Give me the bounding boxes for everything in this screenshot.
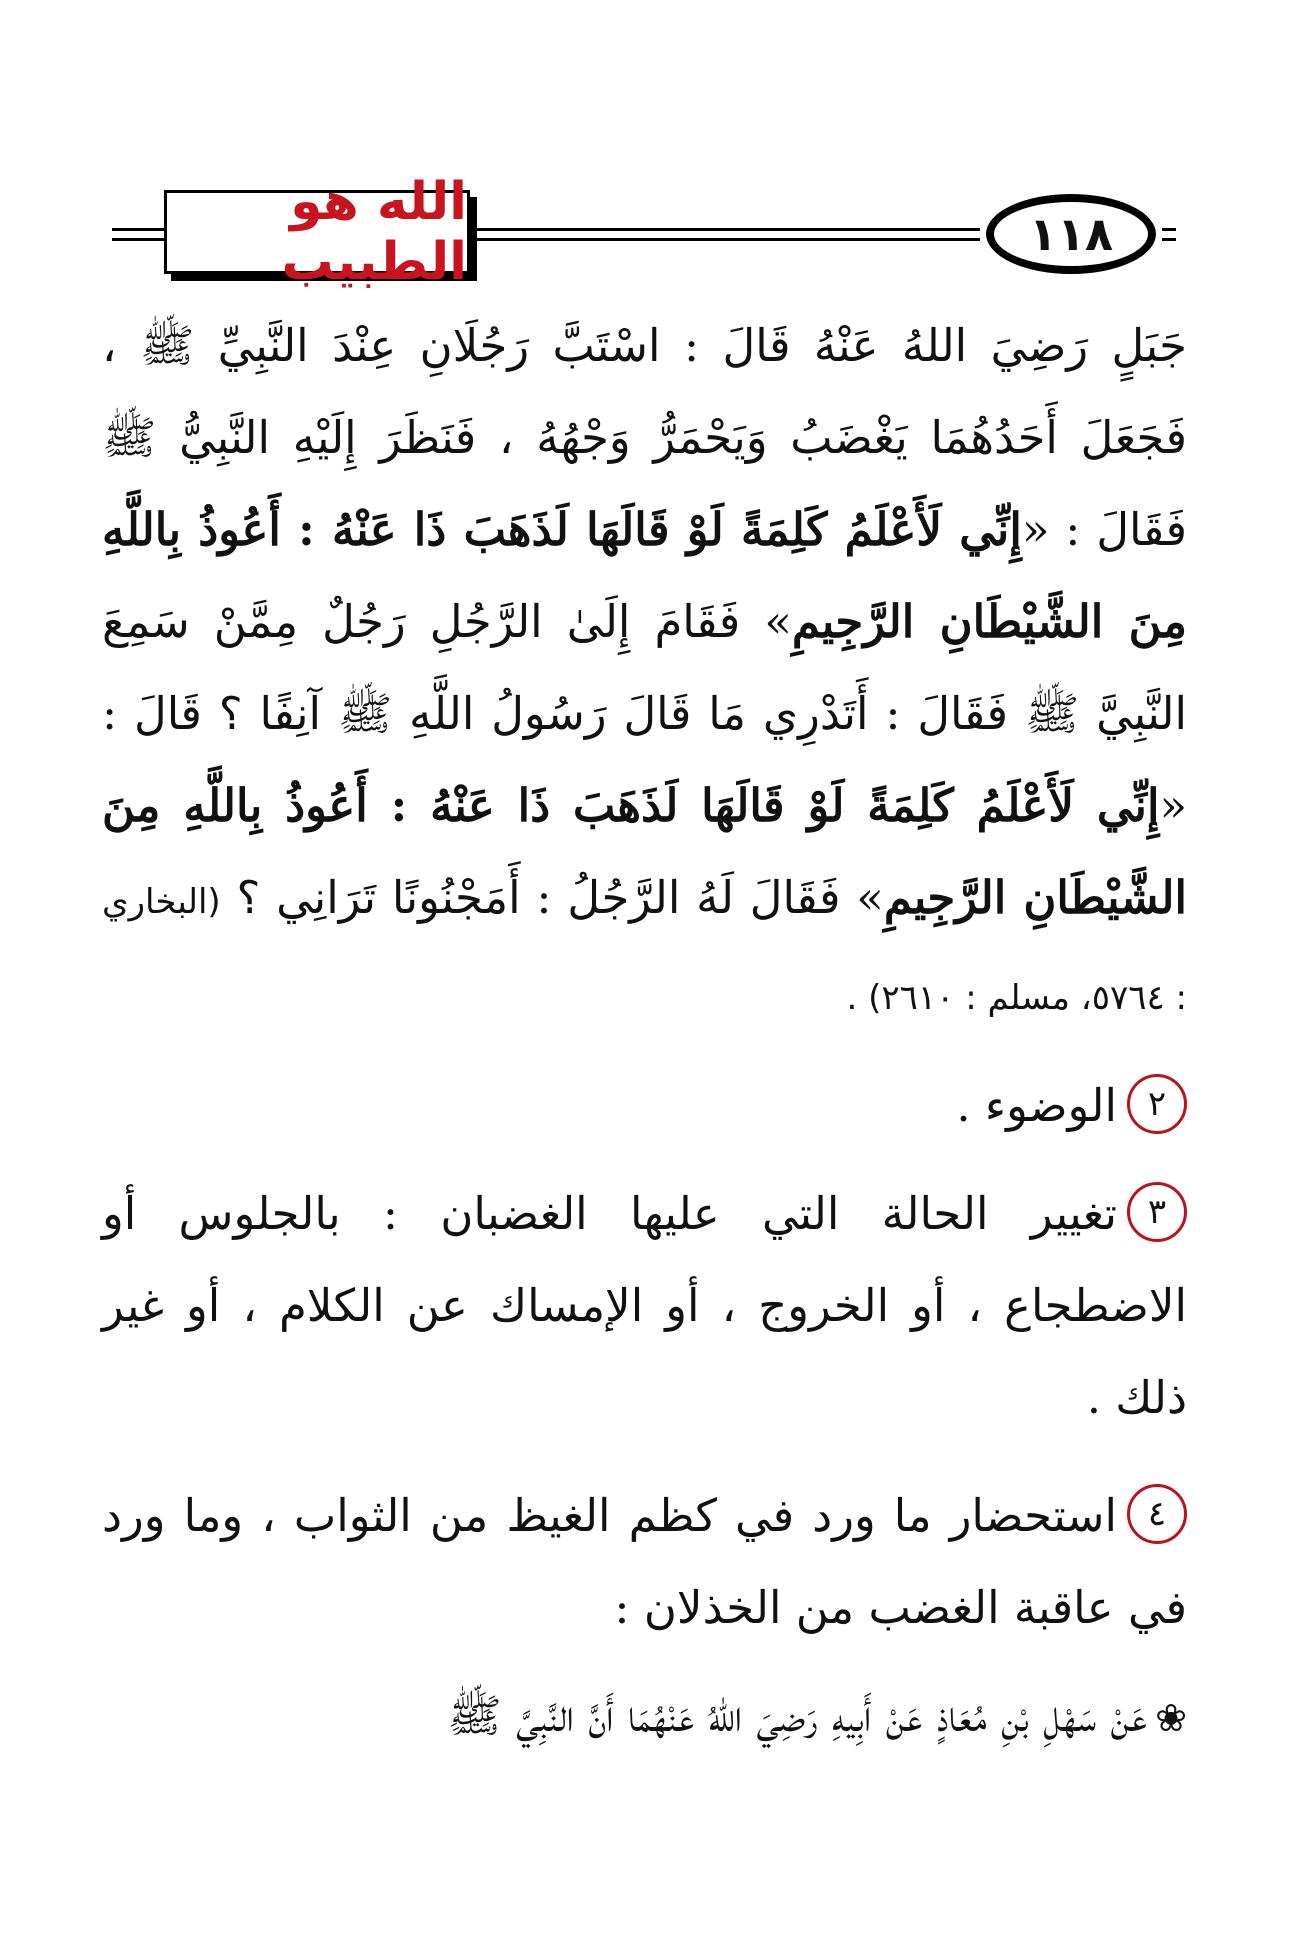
header-rule (1162, 228, 1176, 241)
item-number-circle: ٣ (1127, 1182, 1187, 1242)
page-header (112, 172, 1176, 292)
hadith-intro-line (102, 1670, 1187, 1764)
hadith-reference: (البخاري : ٥٧٦٤، مسلم : ٢٦١٠) . (102, 882, 1187, 1018)
page-number-oval (986, 194, 1156, 274)
header-rule (112, 228, 164, 241)
hadith-text: جَبَلٍ رَضِيَ اللهُ عَنْهُ قَالَ : اسْتَبَّ رَجُلَانِ عِنْدَ النَّبِيِّ ﷺ ، فَجَعَلَ أَحَدُهُمَا يَغْضَبُ وَيَحْمَرُّ وَجْهُهُ ، فَنَظَرَ إِلَيْهِ النَّبِيُّ ﷺ فَقَالَ : « (102, 319, 1188, 556)
item-text: الوضوء . (956, 1079, 1117, 1132)
item-number-circle: ٢ (1127, 1074, 1187, 1134)
item-text: تغيير الحالة التي عليها الغضبان : بالجلوس أو الاضطجاع ، أو الخروج ، أو الإمساك عن الكلام ، أو غير ذلك . (102, 1187, 1187, 1424)
page-number: ١١٨ (1028, 207, 1114, 261)
list-item (102, 1470, 1187, 1654)
item-number-circle: ٤ (1127, 1484, 1187, 1544)
item-text: استحضار ما ورد في كظم الغيظ من الثواب ، وما ورد في عاقبة الغضب من الخذلان : (102, 1489, 1187, 1634)
star-ornament-icon: ❀ (1155, 1696, 1187, 1740)
page-body (102, 300, 1187, 1764)
chapter-title-box (164, 172, 470, 292)
hadith-quote: إِنِّي لَأَعْلَمُ كَلِمَةً لَوْ قَالَهَا لَذَهَبَ ذَا عَنْهُ : أَعُوذُ بِاللَّهِ مِنَ الشَّيْطَانِ الرَّجِيمِ (102, 503, 1187, 648)
chapter-title: الله هو الطبيب (281, 172, 467, 292)
hadith-quote: إِنِّي لَأَعْلَمُ كَلِمَةً لَوْ قَالَهَا لَذَهَبَ ذَا عَنْهُ : أَعُوذُ بِاللَّهِ مِنَ الشَّيْطَانِ الرَّجِيمِ (102, 779, 1187, 924)
list-item (102, 1168, 1187, 1444)
list-item (102, 1060, 1187, 1152)
hadith-text: » فَقَالَ لَهُ الرَّجُلُ : أَمَجْنُونًا تَرَانِي ؟ (236, 871, 884, 924)
hadith-paragraph (102, 300, 1187, 1044)
hadith-chain-text: عَنْ سَهْلِ بْنِ مُعَاذٍ عَنْ أَبِيهِ رَضِيَ اللهُ عَنْهُمَا أَنَّ النَّبِيَّ ﷺ (447, 1689, 1148, 1742)
header-rule (472, 228, 980, 241)
hadith-text: » فَقَامَ إِلَىٰ الرَّجُلِ رَجُلٌ مِمَّنْ سَمِعَ النَّبِيَّ ﷺ فَقَالَ : أَتَدْرِي مَا قَالَ رَسُولُ اللَّهِ ﷺ آنِفًا ؟ قَالَ : « (102, 595, 1187, 832)
